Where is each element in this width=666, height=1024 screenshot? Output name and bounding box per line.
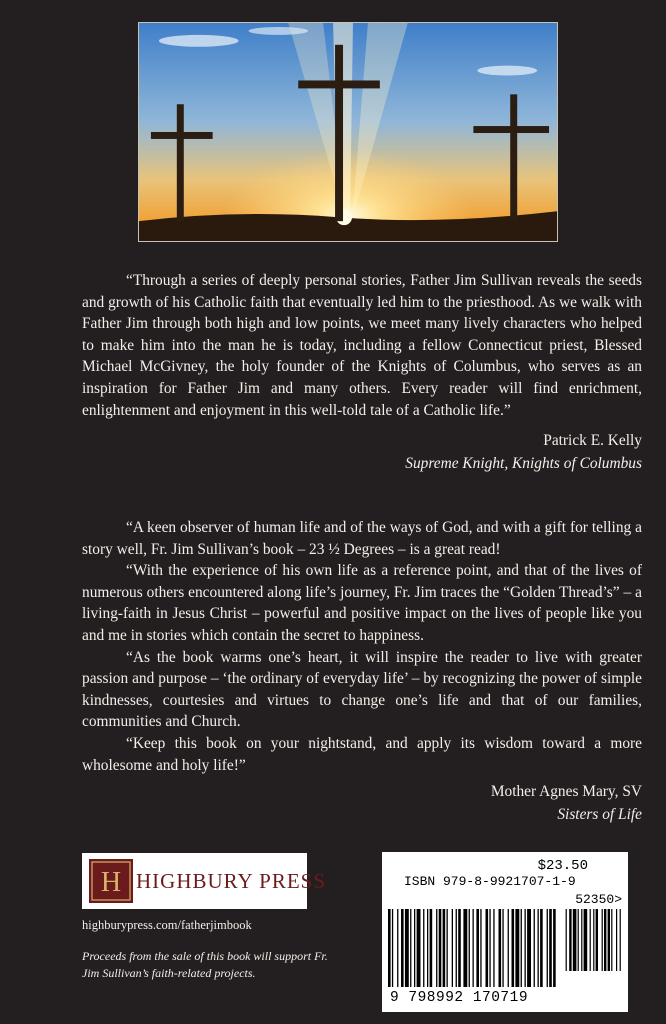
crosses-sunset-illustration	[139, 23, 557, 241]
endorsement-attribution	[82, 780, 642, 826]
price-addon-code: 52350>	[575, 892, 622, 907]
endorsement-agnes-mary	[82, 517, 642, 826]
svg-text:H: H	[100, 867, 122, 898]
endorsement-paragraph: “A keen observer of human life and of the ways of God, and with a gift for telling a story well, Fr. Jim Sullivan’s book – 23 ½ Degrees – is a great read!	[82, 519, 642, 558]
endorser-name: Mother Agnes Mary, SV	[490, 783, 642, 801]
isbn-number: ISBN 979-8-9921707-1-9	[404, 874, 576, 889]
endorsement-paragraph: “Keep this book on your nightstand, and apply its wisdom toward a more wholesome and holy life!”	[82, 734, 642, 774]
endorsement-paragraph: “As the book warms one’s heart, it will inspire the reader to live with greater passion and purpose – ‘the ordinary of everyday life’ – by recognizing the power of simple kindnesses, courtesies and virtues to change one’s life and that of our families, communities and Church.	[82, 648, 642, 731]
endorsement-paragraph: “With the experience of his own life as a reference point, and that of the lives of numerous others encountered along life’s journey, Fr. Jim traces the “Golden Thread’s” – a living-faith in Jesus Christ – powerful and positive impact on the lives of people like you and me in stories which contain the secret to happiness.	[82, 562, 642, 644]
endorsement-kelly	[82, 270, 642, 475]
cover-image-three-crosses	[138, 22, 558, 242]
publisher-emblem-icon	[88, 858, 134, 904]
proceeds-note: Proceeds from the sale of this book will support Fr. Jim Sullivan’s faith-related projects.	[82, 949, 328, 980]
publisher-name: HIGHBURY PRESS	[136, 868, 327, 893]
publisher-url: highburypress.com/fatherjimbook	[82, 918, 252, 932]
price-label: $23.50	[537, 858, 588, 874]
endorser-title: Supreme Knight, Knights of Columbus	[405, 455, 642, 473]
publisher-logo	[82, 853, 327, 909]
ean-number: 9 798992 170719	[390, 990, 529, 1006]
endorsement-text: “Through a series of deeply personal stories, Father Jim Sullivan reveals the seeds and growth of his Catholic faith that eventually led him to the priesthood. As we walk with Father Jim through both high and low points, we meet many lively characters who helped to make him into the man he is today, including a fellow Connecticut priest, Blessed Michael McGivney, the holy founder of the Knights of Columbus, who serves as an inspiration for Father Jim and many others. Every reader will find enrichment, enlightenment and enjoyment in this well-told tale of a Catholic life.”	[82, 272, 642, 419]
endorser-name: Patrick E. Kelly	[543, 432, 642, 450]
endorser-title: Sisters of Life	[557, 806, 642, 824]
endorsement-attribution	[82, 429, 642, 475]
barcode-bars	[386, 909, 622, 995]
isbn-barcode	[382, 852, 628, 1012]
